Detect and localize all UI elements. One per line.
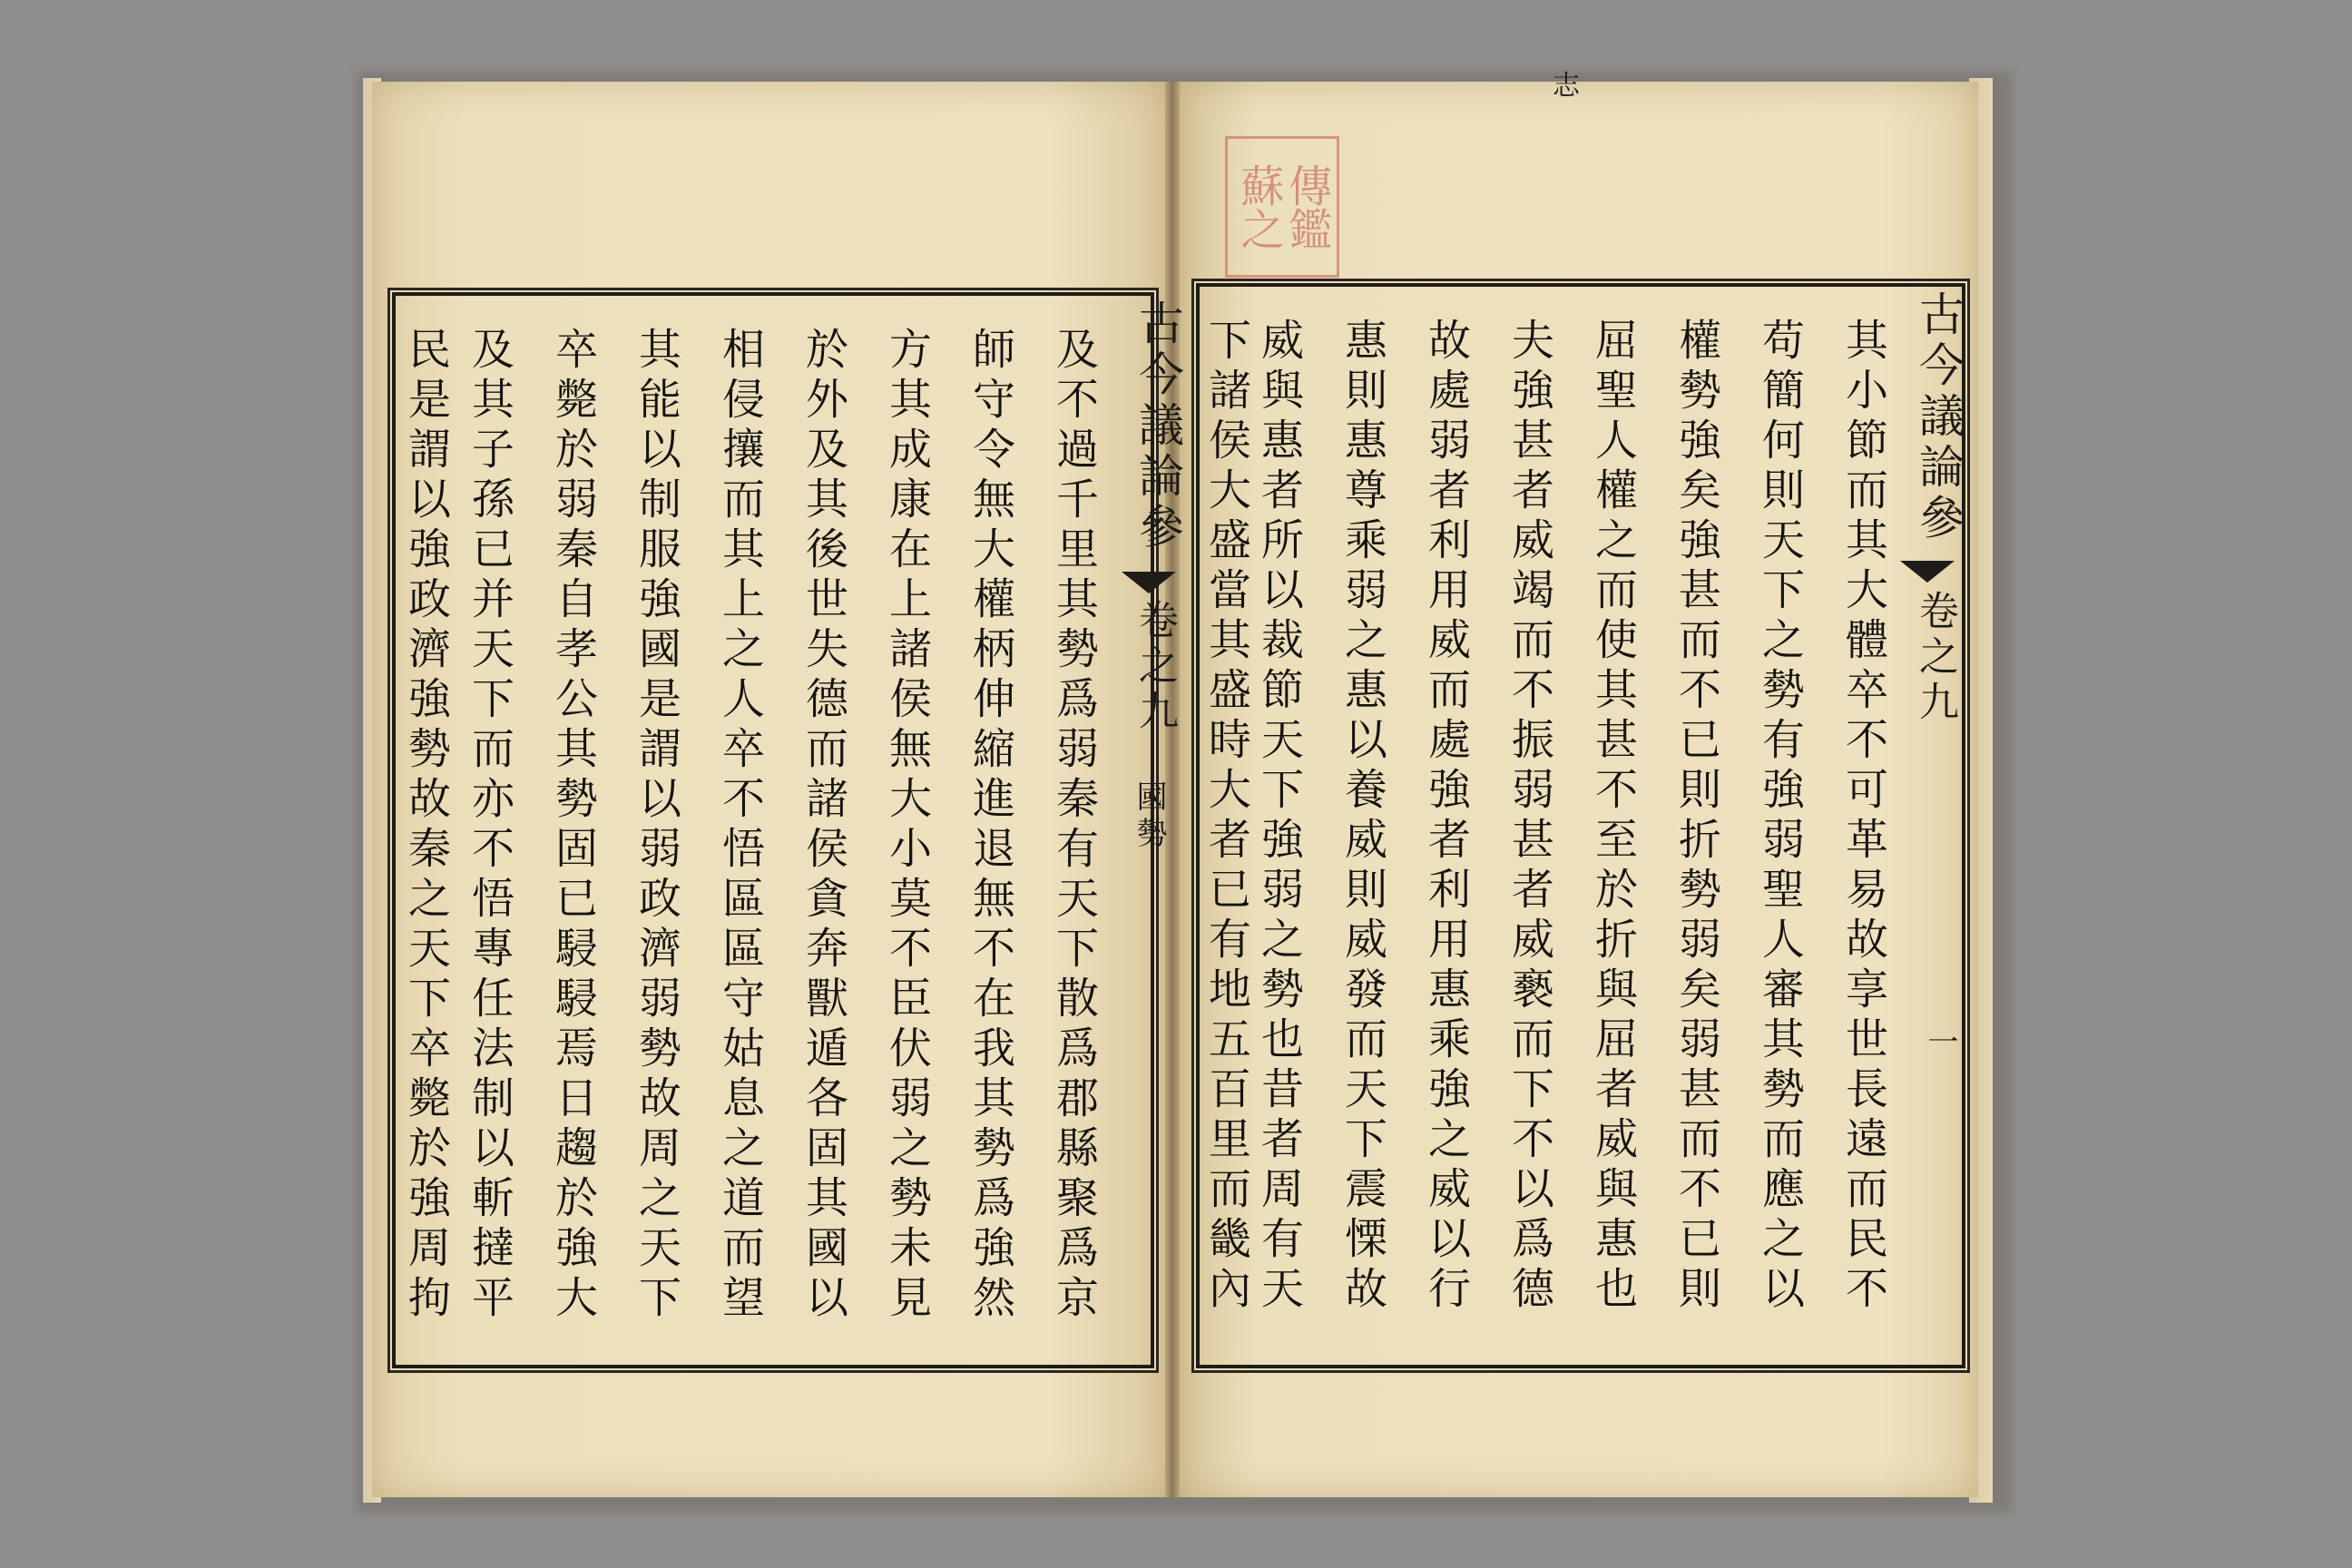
right-text-column-3: 權勢強矣強甚而不已則折勢弱矣弱甚而不已則 [1671, 318, 1721, 1316]
left-text-column-2: 師守令無大權柄伸縮進退無不在我其勢爲強然 [965, 327, 1015, 1325]
seal-char: 蘇 [1233, 163, 1284, 207]
left-margin-title: 古今議論參 [1132, 299, 1184, 554]
left-text-column-6: 其能以制服強國是謂以弱政濟弱勢故周之天下 [632, 327, 681, 1325]
right-text-column-5: 夫強甚者威竭而不振弱甚者威褻而下不以爲德 [1504, 318, 1554, 1316]
left-text-column-8: 及其子孫已并天下而亦不悟專任法制以斬撻平 [465, 327, 514, 1325]
left-text-column-5: 相侵攘而其上之人卒不悟區區守姑息之道而望 [715, 327, 765, 1325]
left-text-column-3: 方其成康在上諸侯無大小莫不臣伏弱之勢未見 [882, 327, 932, 1325]
left-text-column-9: 民是謂以強政濟強勢故秦之天下卒斃於強周拘 [401, 327, 451, 1325]
right-fish-tail [1900, 561, 1955, 583]
right-text-column-7: 惠則惠尊乘弱之惠以養威則威發而天下震慄故 [1338, 318, 1387, 1316]
left-text-column-4: 於外及其後世失德而諸侯貪奔獸遁各固其國以 [799, 327, 848, 1325]
right-text-column-2: 苟簡何則天下之勢有強弱聖人審其勢而應之以 [1755, 318, 1805, 1316]
seal-char: 傳 [1280, 163, 1332, 207]
right-margin-volume: 卷之九 [1912, 590, 1958, 726]
left-margin-volume: 卷之九 [1132, 599, 1178, 735]
page-number: 一 [1922, 1025, 1958, 1056]
right-text-column-1: 其小節而其大體卒不可革易故享世長遠而民不 [1838, 318, 1888, 1316]
top-mark: 志 [1547, 71, 1579, 98]
left-text-column-1: 及不過千里其勢爲弱秦有天下散爲郡縣聚爲京 [1049, 327, 1099, 1325]
right-text-column-9: 下諸侯大盛當其盛時大者已有地五百里而畿內 [1201, 318, 1251, 1316]
left-fish-tail [1122, 572, 1176, 593]
left-margin-section: 國勢 [1131, 780, 1167, 853]
right-margin-title: 古今議論參 [1912, 290, 1965, 544]
collector-seal [1225, 136, 1339, 278]
right-text-column-4: 屈聖人權之而使其甚不至於折與屈者威與惠也 [1588, 318, 1638, 1316]
seal-char: 鑑 [1280, 207, 1332, 250]
right-text-column-8: 威與惠者所以裁節天下強弱之勢也昔者周有天 [1254, 318, 1304, 1316]
left-text-column-7: 卒斃於弱秦自孝公其勢固已駸駸焉日趨於強大 [548, 327, 598, 1325]
right-text-column-6: 故處弱者利用威而處強者利用惠乘強之威以行 [1421, 318, 1471, 1316]
seal-char: 之 [1233, 207, 1284, 250]
